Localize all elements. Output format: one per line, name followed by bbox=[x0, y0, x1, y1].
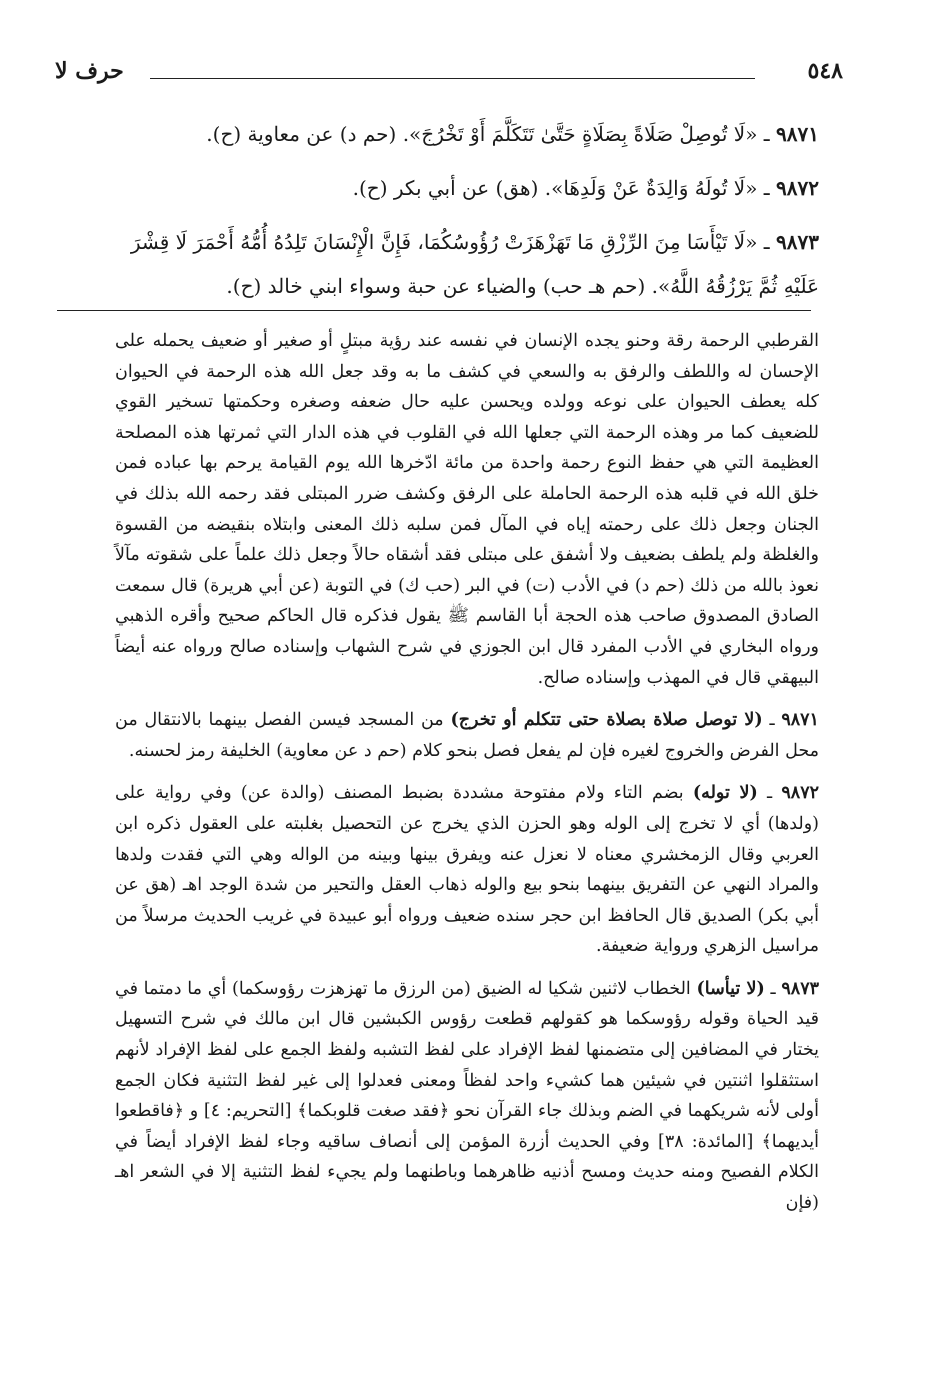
entry-body: من المسجد فيسن الفصل بينهما بالانتقال من محل الفرض والخروج لغيره فإن لم يفعل فصل بنحو كلام (حم د عن معاوية) الخليفة رمز لحسنه. bbox=[115, 710, 819, 761]
hadith-list bbox=[120, 112, 819, 318]
entry-body: بضم التاء ولام مفتوحة مشددة بضبط المصنف (والدة عن) وفي رواية على (ولدها) أي لا تخرج إلى الوله وهو الحزن الذي يخرج عن التحصيل بغلبته على العقول ذكره ابن العربي وقال الزمخشري معناه لا نعزل عنه ويفرق بينها وبينه من الواله وهي التي فقدت ولدها والمراد النهي عن التفريق بينهما بنحو بيع والوله ذهاب العقل والتحير من شدة الوجد اهـ (هق عن أبي بكر) الصديق قال الحافظ ابن حجر سنده ضعيف ورواه أبو عبيدة في غريب الحديث مرسلاً من مراسيل الزهري ورواية ضعيفة. bbox=[115, 783, 819, 957]
hadith-number: ٩٨٧٣ bbox=[776, 230, 819, 254]
page-number: ٥٤٨ bbox=[807, 58, 843, 84]
commentary-entry-9872: ٩٨٧٢ ـ (لا توله) بضم التاء ولام مفتوحة مشددة بضبط المصنف (والدة عن) وفي رواية على (ولدها) أي لا تخرج إلى الوله وهو الحزن الذي يخرج عن التحصيل بغلبته على العقول ذكره ابن العربي وقال الزمخشري معناه لا نعزل عنه ويفرق بينها وبينه من الواله وهي التي فقدت ولدها والمراد النهي عن التفريق بينهما بنحو بيع والوله ذهاب العقل والتحير من شدة الوجد اهـ (هق عن أبي بكر) الصديق قال الحافظ ابن حجر سنده ضعيف ورواه أبو عبيدة في غريب الحديث مرسلاً من مراسيل الزهري ورواية ضعيفة. bbox=[115, 783, 819, 957]
entry-number: ٩٨٧٢ bbox=[781, 783, 819, 804]
entry-body: الخطاب لاثنين شكيا له الضيق (من الرزق ما تهزهزت رؤوسكما) أي ما دمتما في قيد الحياة وقوله رؤوسكما هو كقولهم قطعت رؤوس الكبشين قال ابن مالك في شرح التسهيل يختار في المضافين إلى متضمنها لفظ الإفراد على لفظ التشبه ولفظ الجمع على لفظ الإفراد لأنهم استثقلوا اثنتين في شيئين هما كشيء واحد لفظاً ومعنى فعدلوا إلى غير لفظ التثنية فكان الجمع أولى لأنه شريكهما في الضم وبذلك جاء القرآن نحو ﴿فقد صغت قلوبكما﴾ [التحريم: ٤] و ﴿فاقطعوا أيديهما﴾ [المائدة: ٣٨] وفي الحديث أزرة المؤمن إلى أنصاف ساقيه وجاء لفظ الإفراد أيضاً في الكلام الفصيح ومنه حديث ومسح أذنيه ظاهرهما وباطنهما ولم يجيء لفظ التثنية إلا في الشعر اهـ (فإن bbox=[115, 978, 819, 1214]
commentary-entry-9871: ٩٨٧١ ـ (لا توصل صلاة بصلاة حتى تتكلم أو تخرج) من المسجد فيسن الفصل بينهما بالانتقال من محل الفرض والخروج لغيره فإن لم يفعل فصل بنحو كلام (حم د عن معاوية) الخليفة رمز لحسنه. bbox=[115, 710, 819, 761]
entry-quote: (لا تيأسا) bbox=[696, 978, 765, 999]
entry-number: ٩٨٧٣ bbox=[781, 978, 819, 999]
hadith-9872: ٩٨٧٢ ـ «لَا تُولَهُ وَالِدَةٌ عَنْ وَلَدِهَا». (هق) عن أبي بكر (ح). bbox=[352, 176, 819, 200]
footnote-divider bbox=[57, 310, 811, 311]
commentary-intro: القرطبي الرحمة رقة وحنو يجده الإنسان في نفسه عند رؤية مبتلٍ أو صغير أو ضعيف يحمله على الإحسان له واللطف والرفق به والسعي في كشف ما به وقد جعل الله هذه الرحمة في الحيوان كله يعطف الحيوان على نوعه وولده ويحسن عليه حال ضعفه وصغره وحكمتها تسخير القوي للضعيف كما مر وهذه الرحمة التي جعلها الله في القلوب في هذه الدار التي ثمرتها هذه المصلحة العظيمة التي هي حفظ النوع رحمة واحدة من مائة ادّخرها الله يوم القيامة يرحم بها عباده فمن خلق الله في قلبه هذه الرحمة الحاملة على الرفق وكشف ضرر المبتلى فقد رحمه الله بذلك في الجنان وجعل ذلك على رحمته إياه في المآل فمن سلبه ذلك المعنى وابتلاه بنقيضه من القسوة والغلظة ولم يلطف بضعيف ولا أشفق على مبتلى فقد أشقاه حالاً وجعل ذلك علماً على شقوته مآلاً نعوذ بالله من ذلك (حم د) في الأدب (ت) في البر (حب ك) في التوبة (عن أبي هريرة) قال سمعت الصادق المصدوق صاحب هذه الحجة أبا القاسم ﷺ يقول فذكره قال الحاكم صحيح وأقره الذهبي ورواه البخاري في الأدب المفرد قال ابن الجوزي في شرح الشهاب وإسناده صالح ورواه عنه أيضاً البيهقي قال في المهذب وإسناده صالح. bbox=[115, 331, 819, 688]
hadith-text: «لَا تُوصِلْ صَلَاةً بِصَلَاةٍ حَتَّىٰ تَتَكَلَّمَ أَوْ تَخْرُجَ». (حم د) عن معاوية (ح). bbox=[206, 122, 758, 146]
hadith-number: ٩٨٧٢ bbox=[776, 176, 819, 200]
hadith-9873: ٩٨٧٣ ـ «لَا تَيْأَسَا مِنَ الرِّزْقِ مَا تَهَزْهَزَتْ رُؤُوسُكُمَا، فَإِنَّ الْإِنْسَانَ تَلِدُهُ أُمُّهُ أَحْمَرَ لَا قِشْرَ عَلَيْهِ ثُمَّ يَرْزُقُهُ اللَّهُ». (حم هـ حب) والضياء عن حبة وسواء ابني خالد (ح). bbox=[130, 230, 819, 298]
hadith-9871: ٩٨٧١ ـ «لَا تُوصِلْ صَلَاةً بِصَلَاةٍ حَتَّىٰ تَتَكَلَّمَ أَوْ تَخْرُجَ». (حم د) عن معاوية (ح). bbox=[206, 122, 819, 146]
hadith-number: ٩٨٧١ bbox=[776, 122, 819, 146]
entry-quote: (لا توله) bbox=[692, 783, 758, 804]
section-title: حرف لا bbox=[55, 58, 124, 84]
entry-number: ٩٨٧١ bbox=[781, 710, 819, 731]
commentary bbox=[115, 326, 819, 1231]
header-rule bbox=[150, 78, 755, 79]
hadith-text: «لَا تُولَهُ وَالِدَةٌ عَنْ وَلَدِهَا». (هق) عن أبي بكر (ح). bbox=[352, 176, 758, 200]
hadith-text: «لَا تَيْأَسَا مِنَ الرِّزْقِ مَا تَهَزْهَزَتْ رُؤُوسُكُمَا، فَإِنَّ الْإِنْسَانَ تَلِدُهُ أُمُّهُ أَحْمَرَ لَا قِشْرَ عَلَيْهِ ثُمَّ يَرْزُقُهُ اللَّهُ». (حم هـ حب) والضياء عن حبة وسواء ابني خالد (ح). bbox=[130, 230, 819, 298]
entry-quote: (لا توصل صلاة بصلاة حتى تتكلم أو تخرج) bbox=[450, 710, 763, 731]
page-header bbox=[55, 58, 843, 92]
commentary-entry-9873: ٩٨٧٣ ـ (لا تيأسا) الخطاب لاثنين شكيا له الضيق (من الرزق ما تهزهزت رؤوسكما) أي ما دمتما في قيد الحياة وقوله رؤوسكما هو كقولهم قطعت رؤوس الكبشين قال ابن مالك في شرح التسهيل يختار في المضافين إلى متضمنها لفظ الإفراد على لفظ التشبه ولفظ الجمع على لفظ الإفراد لأنهم استثقلوا اثنتين في شيئين هما كشيء واحد لفظاً ومعنى فعدلوا إلى غير لفظ التثنية فكان الجمع أولى لأنه شريكهما في الضم وبذلك جاء القرآن نحو ﴿فقد صغت قلوبكما﴾ [التحريم: ٤] و ﴿فاقطعوا أيديهما﴾ [المائدة: ٣٨] وفي الحديث أزرة المؤمن إلى أنصاف ساقيه وجاء لفظ الإفراد أيضاً في الكلام الفصيح ومنه حديث ومسح أذنيه ظاهرهما وباطنهما ولم يجيء لفظ التثنية إلا في الشعر اهـ (فإن bbox=[115, 978, 819, 1214]
